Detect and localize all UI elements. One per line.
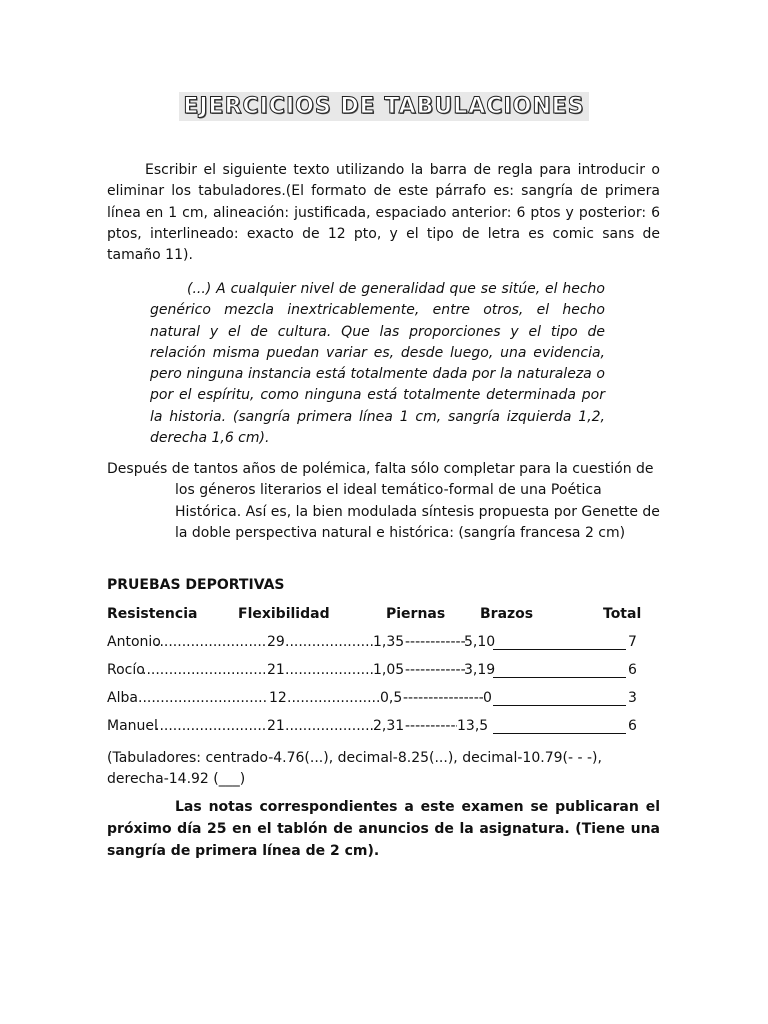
row-flex: 29 (267, 634, 285, 650)
row-total: 3 (628, 690, 637, 706)
underline-leader (493, 705, 626, 706)
dot-leader (287, 690, 380, 706)
row-brazos: 5,10 (464, 634, 496, 650)
row-flex: 21 (267, 662, 285, 678)
table-row (107, 718, 639, 738)
row-name: Rocío (107, 662, 145, 678)
table-row (107, 662, 639, 682)
instructions-paragraph: Escribir el siguiente texto utilizando la barra de regla para introducir o eliminar los tabuladores.(El formato de este párrafo es: sangría de primera línea en 1 cm, alineación: justificada, espaciado anterior: 6 ptos y posterior: 6 ptos, interlineado: exacto de 12 pto, y el tipo de letra es comic sans de tamaño 11). (107, 162, 660, 264)
underline-leader (493, 677, 626, 678)
header-brazos: Brazos (480, 606, 534, 622)
table-header-row (107, 606, 642, 626)
title-container (0, 92, 768, 121)
row-name: Alba (107, 690, 138, 706)
header-resistencia: Resistencia (107, 606, 198, 622)
dot-leader (142, 662, 265, 678)
quote-paragraph: (...) A cualquier nivel de generalidad que se sitúe, el hecho genérico mezcla inextricablemente, entre otros, el hecho natural y el de cultura. Que las proporciones y el tipo de relación misma puedan variar es, desde luego, una evidencia, pero ninguna instancia está totalmente dada por la naturaleza o por el espíritu, como ninguna está totalmente determinada por la historia. (sangría primera línea 1 cm, sangría izquierda 1,2, derecha 1,6 cm). (150, 281, 605, 447)
tab-stops-note: (Tabuladores: centrado-4.76(...), decimal-8.25(...), decimal-10.79(- - -), derecha-14.92 (___) (107, 750, 602, 788)
dash-leader (405, 718, 457, 734)
row-name: Antonio (107, 634, 161, 650)
dot-leader (285, 634, 373, 650)
header-flexibilidad: Flexibilidad (238, 606, 330, 622)
document-title: EJERCICIOS DE TABULACIONES (179, 92, 588, 121)
row-brazos: 0 (483, 690, 492, 706)
row-piernas: 1,05 (373, 662, 405, 678)
row-piernas: 0,5 (380, 690, 403, 706)
row-total: 7 (628, 634, 637, 650)
dash-leader (405, 634, 465, 650)
row-brazos: 13,5 (457, 718, 489, 734)
row-total: 6 (628, 662, 637, 678)
dot-leader (155, 634, 265, 650)
header-piernas: Piernas (386, 606, 446, 622)
hanging-indent-paragraph: Después de tantos años de polémica, falta sólo completar para la cuestión de los géneros literarios el ideal temático-formal de una Poética Histórica. Así es, la bien modulada síntesis propuesta por Genette de la doble perspectiva natural e histórica: (sangría francesa 2 cm) (107, 461, 660, 541)
row-flex: 21 (267, 718, 285, 734)
final-note-paragraph: Las notas correspondientes a este examen se publicaran el próximo día 25 en el tablón de anuncios de la asignatura. (Tiene una sangría de primera línea de 2 cm). (107, 799, 660, 859)
row-brazos: 3,19 (464, 662, 496, 678)
dot-leader (155, 718, 265, 734)
underline-leader (493, 733, 626, 734)
dash-leader (405, 662, 465, 678)
table-row (107, 690, 639, 710)
table-row (107, 634, 639, 654)
dot-leader (285, 662, 373, 678)
section-title: PRUEBAS DEPORTIVAS (107, 577, 285, 593)
dot-leader (285, 718, 373, 734)
row-total: 6 (628, 718, 637, 734)
dot-leader (138, 690, 268, 706)
row-name: Manuel (107, 718, 158, 734)
row-flex: 12 (269, 690, 287, 706)
header-total: Total (603, 606, 642, 622)
row-piernas: 2,31 (373, 718, 405, 734)
dash-leader (403, 690, 483, 706)
row-piernas: 1,35 (373, 634, 405, 650)
underline-leader (493, 649, 626, 650)
